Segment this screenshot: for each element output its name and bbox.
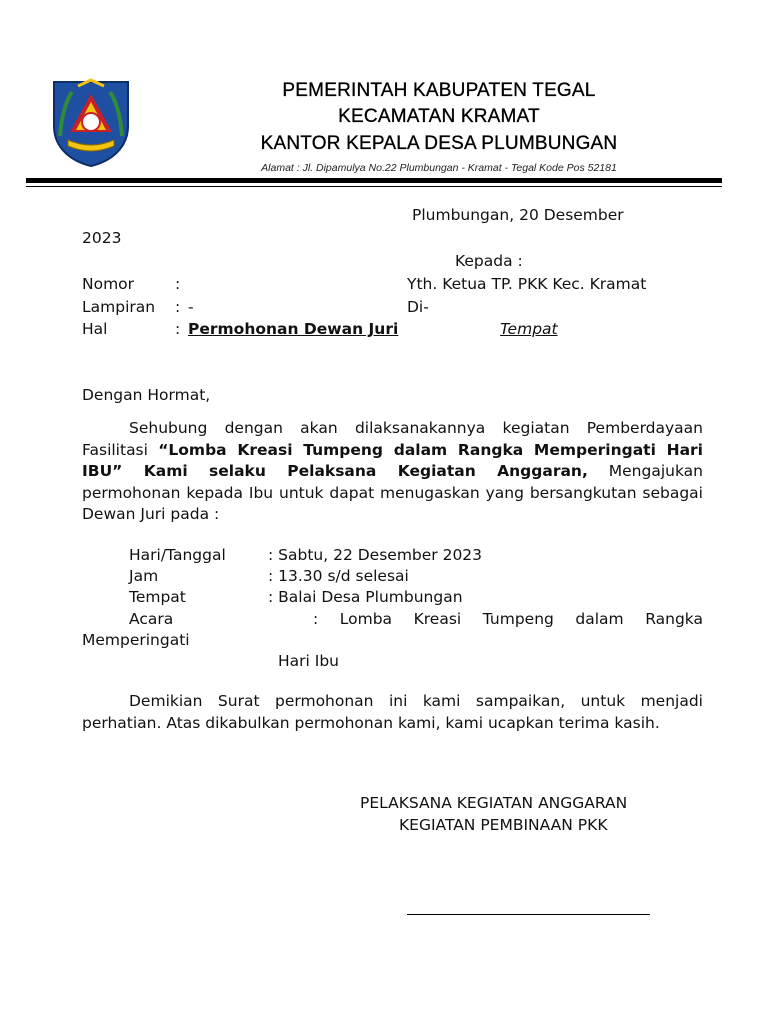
letterhead-rule-thick xyxy=(26,178,722,183)
meta-lampiran-label: Lampiran xyxy=(82,298,156,316)
recipient-di: Di- xyxy=(407,298,429,316)
kop-address: Alamat : Jl. Dipamulya No.22 Plumbungan - Kramat - Tegal Kode Pos 52181 xyxy=(261,162,617,174)
kop-line-1: PEMERINTAH KABUPATEN TEGAL xyxy=(282,80,596,101)
kabupaten-tegal-emblem xyxy=(48,76,134,168)
signature-underline xyxy=(407,914,650,915)
recipient-tempat: Tempat xyxy=(500,320,558,338)
letter-date-year: 2023 xyxy=(82,229,122,247)
meta-nomor-label: Nomor xyxy=(82,275,135,293)
meta-hal-value: Permohonan Dewan Juri xyxy=(188,320,399,338)
letterhead-rule-thin xyxy=(26,186,722,187)
body-p1-end: Mengajukan permohonan kepada Ibu untuk dapat menugaskan yang bersangkutan sebagai Dewan Juri pada : xyxy=(82,462,703,523)
meta-nomor-sep: : xyxy=(175,275,181,293)
recipient: Yth. Ketua TP. PKK Kec. Kramat xyxy=(407,275,647,293)
meta-hal-label: Hal xyxy=(82,320,108,338)
detail-acara-value: : Lomba Kreasi Tumpeng dalam Rangka xyxy=(313,610,703,628)
kepada-label: Kepada : xyxy=(455,252,523,270)
detail-jam-label: Jam xyxy=(129,567,159,585)
detail-acara-wrap: Memperingati xyxy=(82,631,190,649)
body-p1-bold: “Lomba Kreasi Tumpeng dalam Rangka Memperingati Hari IBU” Kami selaku Pelaksana Kegiatan Anggaran, xyxy=(82,440,703,480)
detail-acara-label: Acara xyxy=(129,610,174,628)
kop-line-3: KANTOR KEPALA DESA PLUMBUNGAN xyxy=(260,133,618,154)
body-paragraph-1 xyxy=(82,418,703,526)
closing-paragraph: Demikian Surat permohonan ini kami sampaikan, untuk menjadi perhatian. Atas dikabulkan permohonan kami, kami ucapkan terima kasih. xyxy=(82,692,703,732)
meta-lampiran-sep: : xyxy=(175,298,181,316)
body-p1-start: Sehubung dengan akan dilaksanakannya kegiatan Pemberdayaan Fasilitasi xyxy=(82,419,703,459)
salutation: Dengan Hormat, xyxy=(82,386,211,404)
detail-jam-value: : 13.30 s/d selesai xyxy=(268,567,409,585)
detail-hari-label: Hari/Tanggal xyxy=(129,546,226,564)
kop-line-2: KECAMATAN KRAMAT xyxy=(338,106,540,127)
detail-tempat-label: Tempat xyxy=(129,588,186,606)
detail-acara-cont: Hari Ibu xyxy=(278,652,339,670)
detail-hari-value: : Sabtu, 22 Desember 2023 xyxy=(268,546,483,564)
detail-tempat-value: : Balai Desa Plumbungan xyxy=(268,588,463,606)
letter-date: Plumbungan, 20 Desember xyxy=(412,206,624,224)
meta-hal-sep: : xyxy=(175,320,181,338)
signature-line-1: PELAKSANA KEGIATAN ANGGARAN xyxy=(360,794,628,812)
meta-lampiran-value: - xyxy=(188,298,194,316)
signature-line-2: KEGIATAN PEMBINAAN PKK xyxy=(399,816,608,834)
